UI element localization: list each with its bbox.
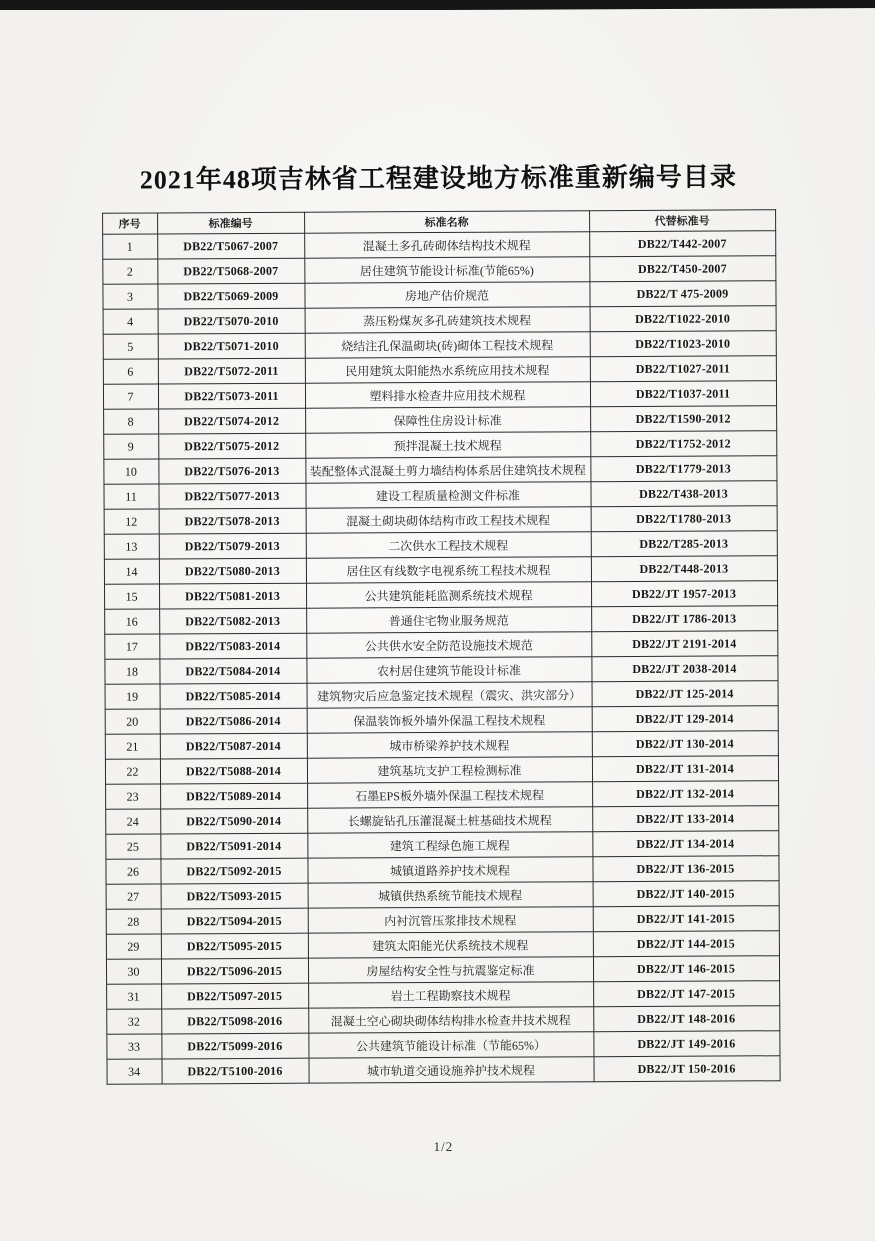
standard-code: DB22/T5084-2014 (159, 658, 306, 684)
replaced-code: DB22/JT 132-2014 (592, 781, 778, 807)
document-page (0, 10, 875, 1241)
row-number: 3 (102, 284, 157, 309)
replaced-code: DB22/T1590-2012 (590, 406, 776, 432)
table-row (105, 831, 778, 860)
table-row (103, 331, 776, 360)
row-number: 9 (103, 434, 158, 459)
standard-code: DB22/T5071-2010 (158, 333, 305, 359)
row-number: 12 (104, 509, 159, 534)
replaced-code: DB22/JT 130-2014 (592, 731, 778, 757)
replaced-code: DB22/JT 148-2016 (593, 1006, 779, 1032)
replaced-code: DB22/JT 131-2014 (592, 756, 778, 782)
table-row (104, 656, 777, 685)
standard-code: DB22/T5078-2013 (159, 508, 306, 534)
table-row (103, 456, 776, 485)
standard-name: 蒸压粉煤灰多孔砖建筑技术规程 (305, 307, 590, 333)
row-number: 26 (105, 859, 160, 884)
table-row (106, 881, 779, 910)
table-row (104, 581, 777, 610)
standard-code: DB22/T5096-2015 (161, 958, 308, 984)
row-number: 4 (103, 309, 158, 334)
replaced-code: DB22/T 475-2009 (589, 281, 775, 307)
replaced-code: DB22/T438-2013 (590, 481, 776, 507)
table-row (106, 981, 779, 1010)
table-row (102, 256, 775, 285)
row-number: 7 (103, 384, 158, 409)
replaced-code: DB22/JT 1786-2013 (591, 606, 777, 632)
standard-name: 石墨EPS板外墙外保温工程技术规程 (307, 782, 592, 808)
standard-name: 建设工程质量检测文件标准 (305, 482, 590, 508)
table-row (105, 856, 778, 885)
table-row (104, 606, 777, 635)
table-row (103, 406, 776, 435)
table-row (105, 731, 778, 760)
row-number: 2 (102, 259, 157, 284)
replaced-code: DB22/T285-2013 (591, 531, 777, 557)
standard-name: 居住区有线数字电视系统工程技术规程 (306, 557, 591, 583)
replaced-code: DB22/T1779-2013 (590, 456, 776, 482)
column-header: 序号 (102, 213, 157, 234)
row-number: 32 (106, 1009, 161, 1034)
row-number: 34 (106, 1059, 161, 1084)
replaced-code: DB22/JT 149-2016 (593, 1031, 779, 1057)
column-header: 标准名称 (304, 211, 589, 233)
table-row (106, 1031, 779, 1060)
table-row (105, 806, 778, 835)
page-title: 2021年48项吉林省工程建设地方标准重新编号目录 (139, 162, 737, 195)
table-row (105, 781, 778, 810)
table-row (106, 956, 779, 985)
row-number: 18 (104, 659, 159, 684)
standard-name: 装配整体式混凝土剪力墙结构体系居住建筑技术规程 (305, 457, 590, 483)
standard-name: 内衬沉管压浆排技术规程 (308, 907, 593, 933)
standard-code: DB22/T5070-2010 (158, 308, 305, 334)
standard-name: 保温装饰板外墙外保温工程技术规程 (307, 707, 592, 733)
replaced-code: DB22/JT 136-2015 (592, 856, 778, 882)
row-number: 29 (106, 934, 161, 959)
standard-name: 混凝土空心砌块砌体结构排水检查井技术规程 (308, 1007, 593, 1033)
standard-name: 建筑基坑支护工程检测标准 (307, 757, 592, 783)
row-number: 28 (106, 909, 161, 934)
replaced-code: DB22/T448-2013 (591, 556, 777, 582)
replaced-code: DB22/JT 147-2015 (593, 981, 779, 1007)
row-number: 15 (104, 584, 159, 609)
standard-code: DB22/T5069-2009 (157, 283, 304, 309)
standard-name: 城市桥梁养护技术规程 (307, 732, 592, 758)
table-row (104, 631, 777, 660)
row-number: 33 (106, 1034, 161, 1059)
standard-name: 城镇道路养护技术规程 (307, 857, 592, 883)
standard-code: DB22/T5098-2016 (161, 1008, 308, 1034)
standard-name: 农村居住建筑节能设计标准 (306, 657, 591, 683)
table-row (106, 1056, 779, 1085)
table-row (106, 931, 779, 960)
standard-name: 民用建筑太阳能热水系统应用技术规程 (305, 357, 590, 383)
row-number: 25 (105, 834, 160, 859)
replaced-code: DB22/T1752-2012 (590, 431, 776, 457)
standard-name: 城市轨道交通设施养护技术规程 (308, 1057, 593, 1083)
standard-code: DB22/T5095-2015 (161, 933, 308, 959)
replaced-code: DB22/T1780-2013 (591, 506, 777, 532)
standard-code: DB22/T5090-2014 (160, 808, 307, 834)
standard-code: DB22/T5086-2014 (160, 708, 307, 734)
replaced-code: DB22/JT 141-2015 (593, 906, 779, 932)
standard-code: DB22/T5097-2015 (161, 983, 308, 1009)
standards-table (102, 209, 781, 1085)
standard-name: 公共供水安全防范设施技术规范 (306, 632, 591, 658)
standard-name: 预拌混凝土技术规程 (305, 432, 590, 458)
standard-name: 居住建筑节能设计标准(节能65%) (304, 257, 589, 283)
replaced-code: DB22/T1027-2011 (590, 356, 776, 382)
row-number: 1 (102, 234, 157, 259)
standard-code: DB22/T5073-2011 (158, 383, 305, 409)
row-number: 13 (104, 534, 159, 559)
table-row (104, 531, 777, 560)
replaced-code: DB22/JT 129-2014 (592, 706, 778, 732)
replaced-code: DB22/JT 133-2014 (592, 806, 778, 832)
row-number: 8 (103, 409, 158, 434)
table-row (105, 756, 778, 785)
row-number: 16 (104, 609, 159, 634)
standard-code: DB22/T5068-2007 (157, 258, 304, 284)
table-row (106, 1006, 779, 1035)
table-body (102, 231, 779, 1085)
standard-code: DB22/T5072-2011 (158, 358, 305, 384)
row-number: 22 (105, 759, 160, 784)
table-row (104, 506, 777, 535)
standard-code: DB22/T5067-2007 (157, 233, 304, 259)
replaced-code: DB22/T1037-2011 (590, 381, 776, 407)
row-number: 27 (106, 884, 161, 909)
standard-name: 公共建筑节能设计标准（节能65%） (308, 1032, 593, 1058)
standard-code: DB22/T5089-2014 (160, 783, 307, 809)
standard-name: 建筑太阳能光伏系统技术规程 (308, 932, 593, 958)
standard-name: 岩土工程勘察技术规程 (308, 982, 593, 1008)
standard-code: DB22/T5100-2016 (161, 1058, 308, 1084)
table-row (104, 556, 777, 585)
standard-code: DB22/T5080-2013 (159, 558, 306, 584)
standard-name: 长螺旋钻孔压灌混凝土桩基础技术规程 (307, 807, 592, 833)
table-row (105, 706, 778, 735)
table-row (103, 356, 776, 385)
row-number: 17 (104, 634, 159, 659)
standard-code: DB22/T5088-2014 (160, 758, 307, 784)
table-row (103, 381, 776, 410)
replaced-code: DB22/T1023-2010 (590, 331, 776, 357)
table-row (103, 306, 776, 335)
row-number: 6 (103, 359, 158, 384)
standard-name: 建筑工程绿色施工规程 (307, 832, 592, 858)
row-number: 20 (105, 709, 160, 734)
standard-code: DB22/T5082-2013 (159, 608, 306, 634)
document-content (0, 8, 875, 1158)
replaced-code: DB22/JT 1957-2013 (591, 581, 777, 607)
table-row (102, 281, 775, 310)
standard-code: DB22/T5099-2016 (161, 1033, 308, 1059)
row-number: 21 (105, 734, 160, 759)
column-header: 标准编号 (157, 212, 304, 234)
replaced-code: DB22/JT 2038-2014 (591, 656, 777, 682)
replaced-code: DB22/JT 146-2015 (593, 956, 779, 982)
row-number: 31 (106, 984, 161, 1009)
row-number: 30 (106, 959, 161, 984)
standard-code: DB22/T5076-2013 (158, 458, 305, 484)
standard-code: DB22/T5093-2015 (161, 883, 308, 909)
row-number: 10 (103, 459, 158, 484)
column-header: 代替标准号 (589, 210, 775, 232)
row-number: 5 (103, 334, 158, 359)
standard-code: DB22/T5081-2013 (159, 583, 306, 609)
standard-code: DB22/T5094-2015 (161, 908, 308, 934)
table-row (103, 481, 776, 510)
standard-name: 房地产估价规范 (304, 282, 589, 308)
standard-code: DB22/T5079-2013 (159, 533, 306, 559)
standard-name: 普通住宅物业服务规范 (306, 607, 591, 633)
page-number: 1/2 (433, 1138, 454, 1155)
table-row (103, 431, 776, 460)
standard-name: 塑料排水检查井应用技术规程 (305, 382, 590, 408)
replaced-code: DB22/JT 150-2016 (593, 1056, 779, 1082)
row-number: 24 (105, 809, 160, 834)
standard-name: 保障性住房设计标准 (305, 407, 590, 433)
standard-name: 建筑物灾后应急鉴定技术规程（震灾、洪灾部分） (307, 682, 592, 708)
replaced-code: DB22/JT 2191-2014 (591, 631, 777, 657)
row-number: 11 (103, 484, 158, 509)
standard-code: DB22/T5077-2013 (158, 483, 305, 509)
standard-code: DB22/T5091-2014 (160, 833, 307, 859)
row-number: 19 (105, 684, 160, 709)
standard-name: 混凝土砌块砌体结构市政工程技术规程 (306, 507, 591, 533)
standard-name: 混凝土多孔砖砌体结构技术规程 (304, 232, 589, 258)
standard-name: 公共建筑能耗监测系统技术规程 (306, 582, 591, 608)
replaced-code: DB22/JT 125-2014 (592, 681, 778, 707)
row-number: 23 (105, 784, 160, 809)
standard-code: DB22/T5075-2012 (158, 433, 305, 459)
replaced-code: DB22/JT 144-2015 (593, 931, 779, 957)
standard-code: DB22/T5085-2014 (160, 683, 307, 709)
replaced-code: DB22/JT 134-2014 (592, 831, 778, 857)
standard-code: DB22/T5087-2014 (160, 733, 307, 759)
row-number: 14 (104, 559, 159, 584)
standard-name: 房屋结构安全性与抗震鉴定标准 (308, 957, 593, 983)
table-row (102, 231, 775, 260)
replaced-code: DB22/T1022-2010 (590, 306, 776, 332)
table-row (105, 681, 778, 710)
replaced-code: DB22/T442-2007 (589, 231, 775, 257)
standard-name: 城镇供热系统节能技术规程 (308, 882, 593, 908)
standard-code: DB22/T5074-2012 (158, 408, 305, 434)
standard-name: 烧结注孔保温砌块(砖)砌体工程技术规程 (305, 332, 590, 358)
replaced-code: DB22/JT 140-2015 (593, 881, 779, 907)
standard-code: DB22/T5092-2015 (160, 858, 307, 884)
standard-name: 二次供水工程技术规程 (306, 532, 591, 558)
table-row (106, 906, 779, 935)
replaced-code: DB22/T450-2007 (589, 256, 775, 282)
standard-code: DB22/T5083-2014 (159, 633, 306, 659)
